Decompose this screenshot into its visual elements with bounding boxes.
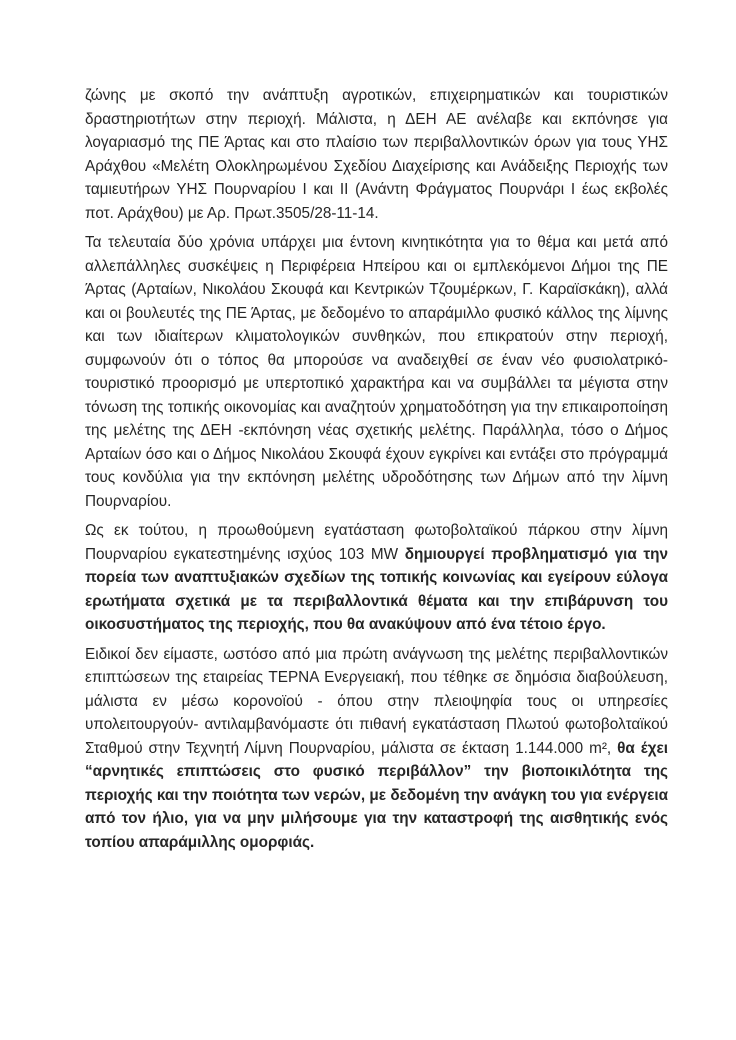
paragraph-4: [85, 643, 668, 855]
paragraph-3: [85, 519, 668, 637]
document-page: [85, 84, 668, 860]
paragraph-2-text: Τα τελευταία δύο χρόνια υπάρχει μια έντονη κινητικότητα για το θέμα και μετά από αλλεπάλληλες συσκέψεις η Περιφέρεια Ηπείρου και οι εμπλεκόμενοι Δήμοι της ΠΕ Άρτας (Αρταίων, Νικολάου Σκουφά και Κεντρικών Τζουμέρκων, Γ. Καραϊσκάκη), αλλά και οι βουλευτές της ΠΕ Άρτας, με δεδομένο το απαράμιλλο φυσικό κάλλος της λίμνης και των ιδιαίτερων κλιματολογικών συνθηκών, που επικρατούν στην περιοχή, συμφωνούν ότι ο τόπος θα μπορούσε να αναδειχθεί σε έναν νέο φυσιολατρικό- τουριστικό προορισμό με υπερτοπικό χαρακτήρα και να συμβάλλει τα μέγιστα στην τόνωση της τοπικής οικονομίας και αναζητούν χρηματοδότηση για την επικαιροποίηση της μελέτης της ΔΕΗ -εκπόνηση νέας σχετικής μελέτης. Παράλληλα, τόσο ο Δήμος Αρταίων όσο και ο Δήμος Νικολάου Σκουφά έχουν εγκρίνει και εντάξει στο πρόγραμμά τους κονδύλια για την εκπόνηση μελέτης υδροδότησης των Δήμων από την λίμνη Πουρναρίου.: [85, 234, 668, 510]
paragraph-3-bold-text: δημιουργεί προβληματισμό για την πορεία των αναπτυξιακών σχεδίων της τοπικής κοινωνίας και εγείρουν εύλογα ερωτήματα σχετικά με τα περιβαλλοντικά θέματα και την επιβάρυνση του οικοσυστήματος της περιοχής, που θα ανακύψουν από ένα τέτοιο έργο.: [85, 545, 669, 633]
paragraph-1: [85, 84, 668, 225]
paragraph-4-bold-text: θα έχει “αρνητικές επιπτώσεις στο φυσικό περιβάλλον” την βιοποικιλότητα της περιοχής και την ποιότητα των νερών, με δεδομένη την ανάγκη του για ενέργεια από τον ήλιο, για να μην μιλήσουμε για την καταστροφή της αισθητικής ενός τοπίου απαράμιλλης ομορφιάς.: [85, 739, 669, 851]
paragraph-4-text: Ειδικοί δεν είμαστε, ωστόσο από μια πρώτη ανάγνωση της μελέτης περιβαλλοντικών επιπτώσεων της εταιρείας ΤΕΡΝΑ Ενεργειακή, που τέθηκε σε δημόσια διαβούλευση, μάλιστα εν μέσω κορονοϊού - όπου στην πλειοψηφία τους οι υπηρεσίες υπολειτουργούν- αντιλαμβανόμαστε ότι πιθανή εγκατάσταση Πλωτού φωτοβολταϊκού Σταθμού στην Τεχνητή Λίμνη Πουρναρίου, μάλιστα σε έκταση 1.144.000 m²,: [85, 645, 668, 757]
paragraph-3-text: Ως εκ τούτου, η προωθούμενη εγατάσταση φωτοβολταϊκού πάρκου στην λίμνη Πουρναρίου εγκατεστημένης ισχύος 103 MW: [85, 522, 668, 563]
paragraph-1-text: ζώνης με σκοπό την ανάπτυξη αγροτικών, επιχειρηματικών και τουριστικών δραστηριοτήτων στην περιοχή. Μάλιστα, η ΔΕΗ ΑΕ ανέλαβε και εκπόνησε για λογαριασμό της ΠΕ Άρτας και στο πλαίσιο των περιβαλλοντικών όρων για τους ΥΗΣ Αράχθου «Μελέτη Ολοκληρωμένου Σχεδίου Διαχείρισης και Ανάδειξης Περιοχής των ταμιευτήρων ΥΗΣ Πουρναρίου Ι και ΙΙ (Ανάντη Φράγματος Πουρνάρι Ι έως εκβολές ποτ. Αράχθου) με Αρ. Πρωτ.3505/28-11-14.: [85, 87, 668, 222]
paragraph-2: [85, 231, 668, 513]
